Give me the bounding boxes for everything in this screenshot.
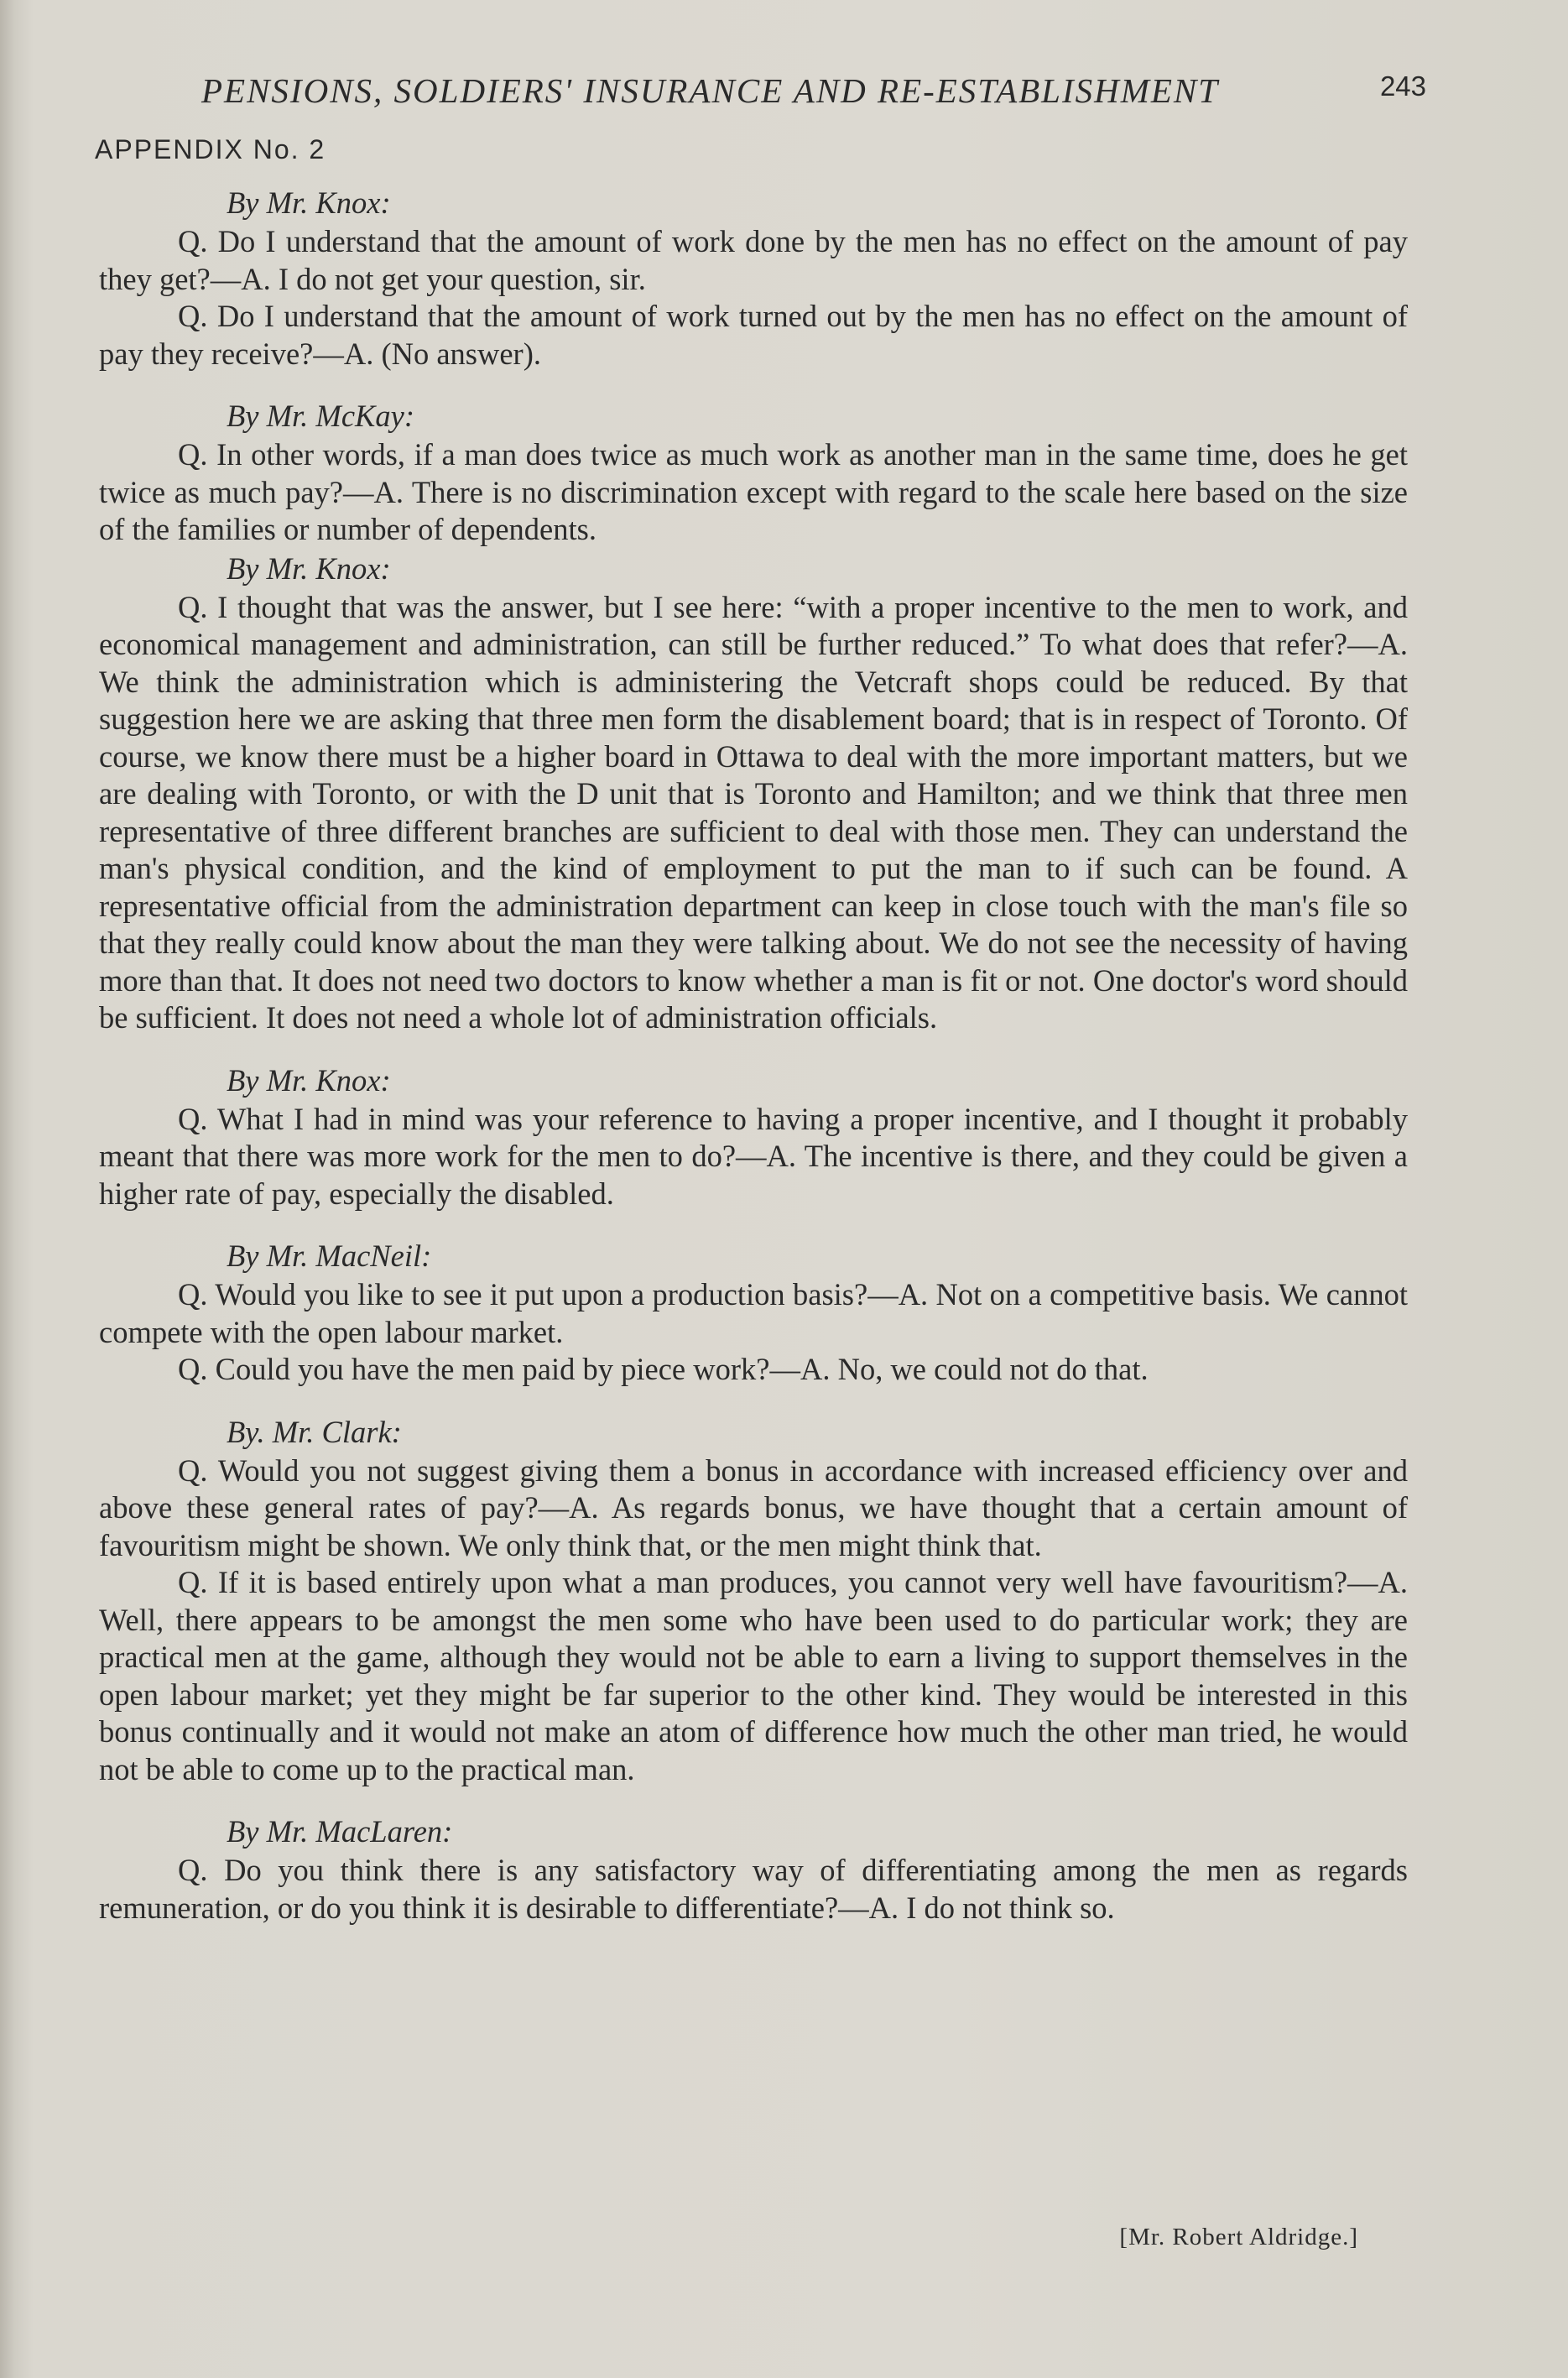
testimony-section [99, 1061, 1408, 1213]
question-answer-paragraph: Q. Would you not suggest giving them a bonus in accordance with increased efficiency over and above these general rates of pay?—A. As regards bonus, we have thought that a certain amount of favouritism might be shown. We only think that, or the men might think that. [99, 1452, 1408, 1562]
question-answer-paragraph: Q. Do I understand that the amount of work done by the men has no effect on the amount of pay they get?—A. I do not get your question, sir. [99, 224, 1408, 296]
speaker-heading: By Mr. Knox: [227, 550, 391, 586]
speaker-heading: By Mr. MacNeil: [227, 1239, 432, 1273]
running-title: PENSIONS, SOLDIERS' INSURANCE AND RE-ESTABLISHMENT [201, 71, 1220, 110]
speaker-heading: By Mr. McKay: [227, 399, 414, 433]
page-number: 243 [1379, 70, 1426, 102]
testimony-section [99, 1812, 1408, 1927]
page-header [201, 70, 1426, 121]
testimony-section [99, 1412, 1408, 1789]
question-answer-paragraph: Q. Do you think there is any satisfactory way of differentiating among the men as regards remuneration, or do you think it is desirable to differentiate?—A. I do not think so. [99, 1853, 1408, 1925]
testimony-section [99, 183, 1408, 373]
witness-signature: [Mr. Robert Aldridge.] [1119, 2224, 1358, 2250]
question-answer-paragraph: Q. Could you have the men paid by piece work?—A. No, we could not do that. [178, 1352, 1149, 1386]
question-answer-paragraph: Q. If it is based entirely upon what a man produces, you cannot very well have favouritism?—A. Well, there appears to be amongst the men some who have been used to do particular work; they are practical men at the game, although they would not be able to earn a living to support themselves in the open labour market; yet they might be far superior to the other kind. They would be interested in this bonus continually and it would not make an atom of difference how much the other man tried, he would not be able to come up to the practical man. [99, 1565, 1408, 1786]
question-answer-paragraph: Q. Would you like to see it put upon a production basis?—A. Not on a competitive basis. We cannot compete with the open labour market. [99, 1277, 1408, 1349]
testimony-section [99, 1236, 1408, 1389]
speaker-heading: By. Mr. Clark: [227, 1414, 402, 1449]
speaker-heading: By Mr. Knox: [227, 1062, 391, 1098]
appendix-label: APPENDIX No. 2 [95, 134, 326, 164]
speaker-heading: By Mr. Knox: [227, 185, 391, 220]
question-answer-paragraph: Q. What I had in mind was your reference to having a proper incentive, and I thought it probably meant that there was more work for the men to do?—A. The incentive is there, and they could be given a higher rate of pay, especially the disabled. [99, 1101, 1408, 1211]
question-answer-paragraph: Q. In other words, if a man does twice as much work as another man in the same time, does he get twice as much pay?—A. There is no discrimination except with regard to the scale here based on the size of the families or number of dependents. [99, 437, 1408, 546]
testimony-section [99, 396, 1408, 549]
question-answer-paragraph: Q. Do I understand that the amount of work turned out by the men has no effect on the amount of pay they receive?—A. (No answer). [99, 299, 1408, 371]
testimony-section [99, 549, 1408, 1037]
speaker-heading: By Mr. MacLaren: [227, 1814, 453, 1849]
question-answer-paragraph: Q. I thought that was the answer, but I see here: “with a proper incentive to the men to work, and economical management and administration, can still be further reduced.” To what does that refer?—A. We think the administration which is administering the Vetcraft shops could be reduced. By that suggestion here we are asking that three men form the disablement board; that is in respect of Toronto. Of course, we know there must be a higher board in Ottawa to deal with the more important matters, but we are dealing with Toronto, or with the D unit that is Toronto and Hamilton; and we think that three men representative of three different branches are sufficient to deal with those men. They can understand the man's physical condition, and the kind of employment to put the man to if such can be found. A representative official from the administration department can keep in close touch with the man's file so that they really could know about the man they were talking about. We do not see the necessity of having more than that. It does not need two doctors to know whether a man is fit or not. One doctor's word should be sufficient. It does not need a whole lot of administration officials. [99, 589, 1408, 1035]
testimony-body [99, 183, 1408, 1927]
